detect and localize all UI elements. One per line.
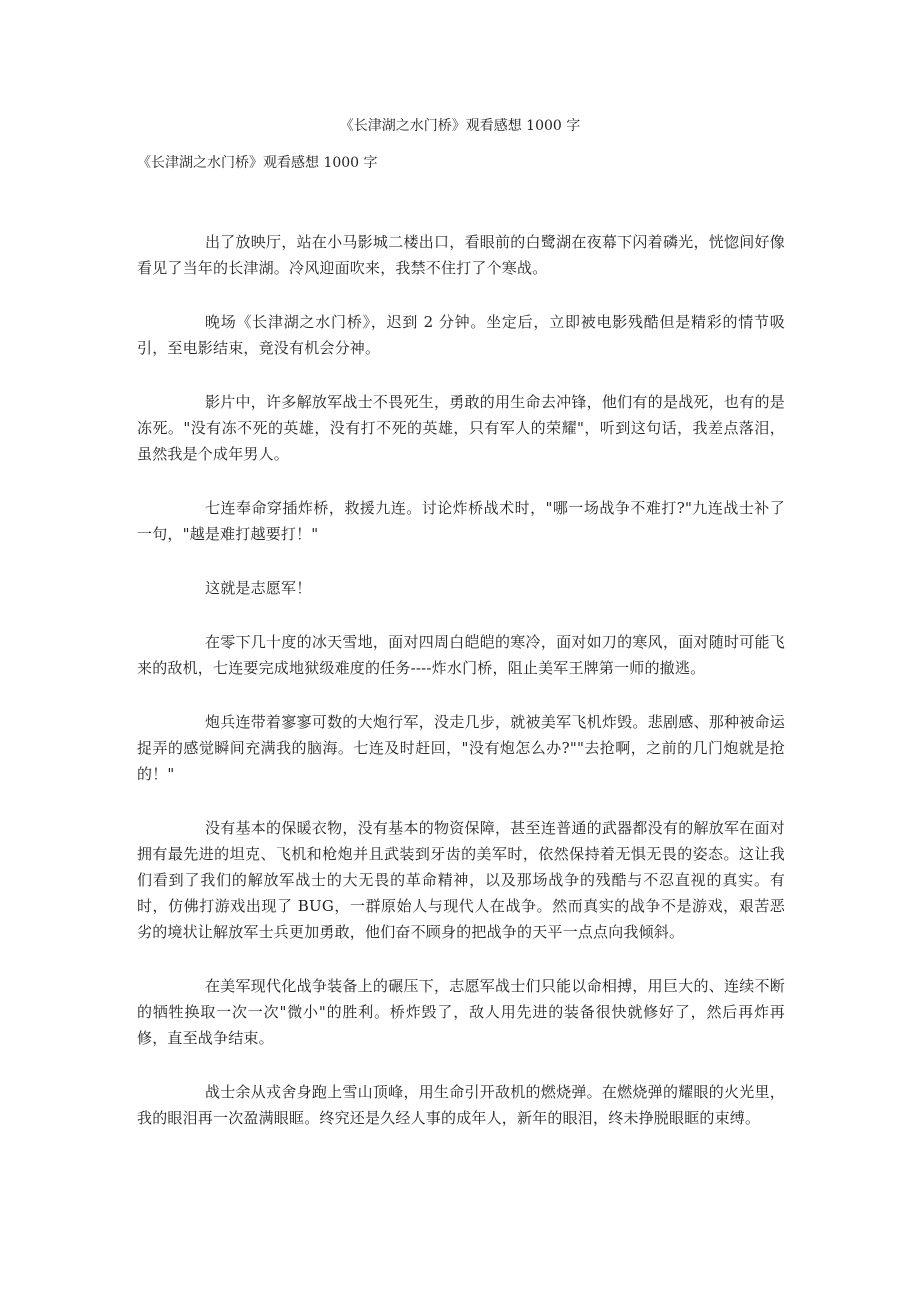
document-subtitle: 《长津湖之水门桥》观看感想 1000 字 — [137, 155, 378, 171]
paragraph: 在美军现代化战争装备上的碾压下，志愿军战士们只能以命相搏，用巨大的、连续不断的牺牲换取一次一次"微小"的胜利。桥炸毁了，敌人用先进的装备很快就修好了，然后再炸再修，直至战争结束。 — [137, 977, 785, 1047]
paragraph: 晚场《长津湖之水门桥》，迟到 2 分钟。坐定后，立即被电影残酷但是精彩的情节吸引，至电影结束，竟没有机会分神。 — [137, 313, 785, 357]
document-body — [137, 229, 785, 1131]
document-title: 《长津湖之水门桥》观看感想 1000 字 — [339, 118, 581, 134]
paragraph: 炮兵连带着寥寥可数的大炮行军，没走几步，就被美军飞机炸毁。悲剧感、那种被命运捉弄的感觉瞬间充满我的脑海。七连及时赶回，"没有炮怎么办?""去抢啊，之前的几门炮就是抢的！" — [137, 713, 785, 783]
paragraph: 出了放映厅，站在小马影城二楼出口，看眼前的白鹭湖在夜幕下闪着磷光，恍惚间好像看见了当年的长津湖。冷风迎面吹来，我禁不住打了个寒战。 — [137, 233, 785, 277]
paragraph: 七连奉命穿插炸桥，救援九连。讨论炸桥战术时，"哪一场战争不难打?"九连战士补了一句，"越是难打越要打！" — [137, 499, 785, 543]
paragraph: 这就是志愿军！ — [205, 579, 312, 597]
paragraph: 没有基本的保暖衣物，没有基本的物资保障，甚至连普通的武器都没有的解放军在面对拥有最先进的坦克、飞机和枪炮并且武装到牙齿的美军时，依然保持着无惧无畏的姿态。这让我们看到了我们的解放军战士的大无畏的革命精神，以及那场战争的残酷与不忍直视的真实。有时，仿佛打游戏出现了 BUG，一群原始人与现代人在战争。然而真实的战争不是游戏，艰苦恶劣的境状让解放军士兵更加勇敢，他们奋不顾身的把战争的天平一点点向我倾斜。 — [137, 819, 785, 941]
paragraph: 影片中，许多解放军战士不畏死生，勇敢的用生命去冲锋，他们有的是战死，也有的是冻死。"没有冻不死的英雄，没有打不死的英雄，只有军人的荣耀"，听到这句话，我差点落泪，虽然我是个成年男人。 — [137, 393, 785, 463]
paragraph: 在零下几十度的冰天雪地，面对四周白皑皑的寒冷，面对如刀的寒风，面对随时可能飞来的敌机，七连要完成地狱级难度的任务----炸水门桥，阻止美军王牌第一师的撤逃。 — [137, 633, 785, 677]
paragraph: 战士余从戎舍身跑上雪山顶峰，用生命引开敌机的燃烧弹。在燃烧弹的耀眼的火光里，我的眼泪再一次盈满眼眶。终究还是久经人事的成年人，新年的眼泪，终未挣脱眼眶的束缚。 — [137, 1083, 785, 1127]
